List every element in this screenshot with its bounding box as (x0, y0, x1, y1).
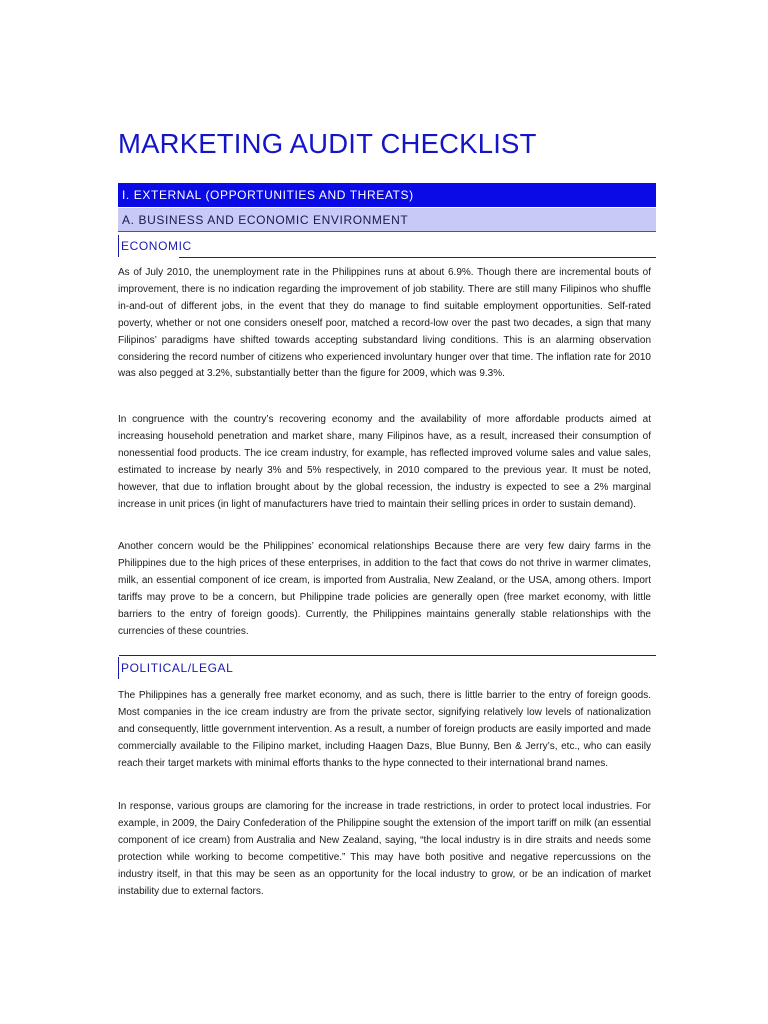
paragraph-economic-1: As of July 2010, the unemployment rate in the Philippines runs at about 6.9%. Though there are incremental bouts of improvement, there is no indication regarding the improvement of job stability. There are still many Filipinos who shuffle in-and-out of different jobs, in the event that they do manage to find suitable employment opportunities. Self-rated poverty, whether or not one considers oneself poor, matched a record-low over the past two decades, a sign that many Filipinos’ paradigms have shifted towards accepting substandard living conditions. This is an alarming observation considering the record number of citizens who experienced involuntary hunger over that time. The inflation rate for 2010 was also pegged at 3.2%, substantially better than the figure for 2009, which was 9.3%. (118, 267, 651, 380)
heading-economic (118, 235, 656, 257)
paragraph-political-2: In response, various groups are clamoring for the increase in trade restrictions, in order to protect local industries. For example, in 2009, the Dairy Confederation of the Philippine sought the extension of the import tariff on milk (an essential component of ice cream) from Australia and New Zealand, saying, “the local industry is in dire straits and needs some protection while working to become competitive.” This may have both positive and negative repercussions on the industry itself, in that this may be seen as an opportunity for the local industry to grow, or be an indication of market instability due to external factors. (118, 801, 651, 897)
paragraph-economic-3: Another concern would be the Philippines’ economical relationships Because there are very few dairy farms in the Philippines due to the high prices of these enterprises, in addition to the fact that cows do not thrive in warmer climates, milk, an essential component of ice cream, is imported from Australia, New Zealand, or the USA, among others. Import tariffs may prove to be a concern, but Philippine trade policies are generally open (free market economy, with little barriers to the entry of foreign goods). Currently, the Philippines maintains generally stable relationships with the currencies of these countries. (118, 541, 651, 637)
heading-economic-rule (179, 257, 656, 258)
page-title: MARKETING AUDIT CHECKLIST (118, 128, 537, 159)
section-band-business-environment: A. BUSINESS AND ECONOMIC ENVIRONMENT (118, 208, 656, 232)
heading-political-rule (119, 655, 656, 656)
heading-economic-label: ECONOMIC (121, 239, 192, 253)
section-band-external: I. EXTERNAL (OPPORTUNITIES AND THREATS) (118, 183, 656, 207)
paragraph-political-1: The Philippines has a generally free market economy, and as such, there is little barrier to the entry of foreign goods. Most companies in the ice cream industry are from the private sector, signifying relatively low levels of nationalization and consequently, little government intervention. As a result, a number of foreign products are easily imported and made commercially available to the Filipino market, including Haagen Dazs, Blue Bunny, Ben & Jerry’s, etc., who can easily reach their target markets with minimal efforts thanks to the hype connected to their international brand names. (118, 690, 651, 769)
paragraph-economic-2: In congruence with the country’s recovering economy and the availability of more affordable products aimed at increasing household penetration and market share, many Filipinos have, as a result, increased their consumption of nonessential food products. The ice cream industry, for example, has reflected improved volume sales and value sales, estimated to increase by nearly 3% and 5% respectively, in 2010 compared to the previous year. It must be noted, however, that due to inflation brought about by the global recession, the industry is expected to see a 2% marginal increase in unit prices (in light of manufacturers have tried to maintain their selling prices in order to sustain demand). (118, 414, 651, 510)
heading-political-legal (118, 657, 656, 679)
heading-political-label: POLITICAL/LEGAL (121, 661, 234, 675)
